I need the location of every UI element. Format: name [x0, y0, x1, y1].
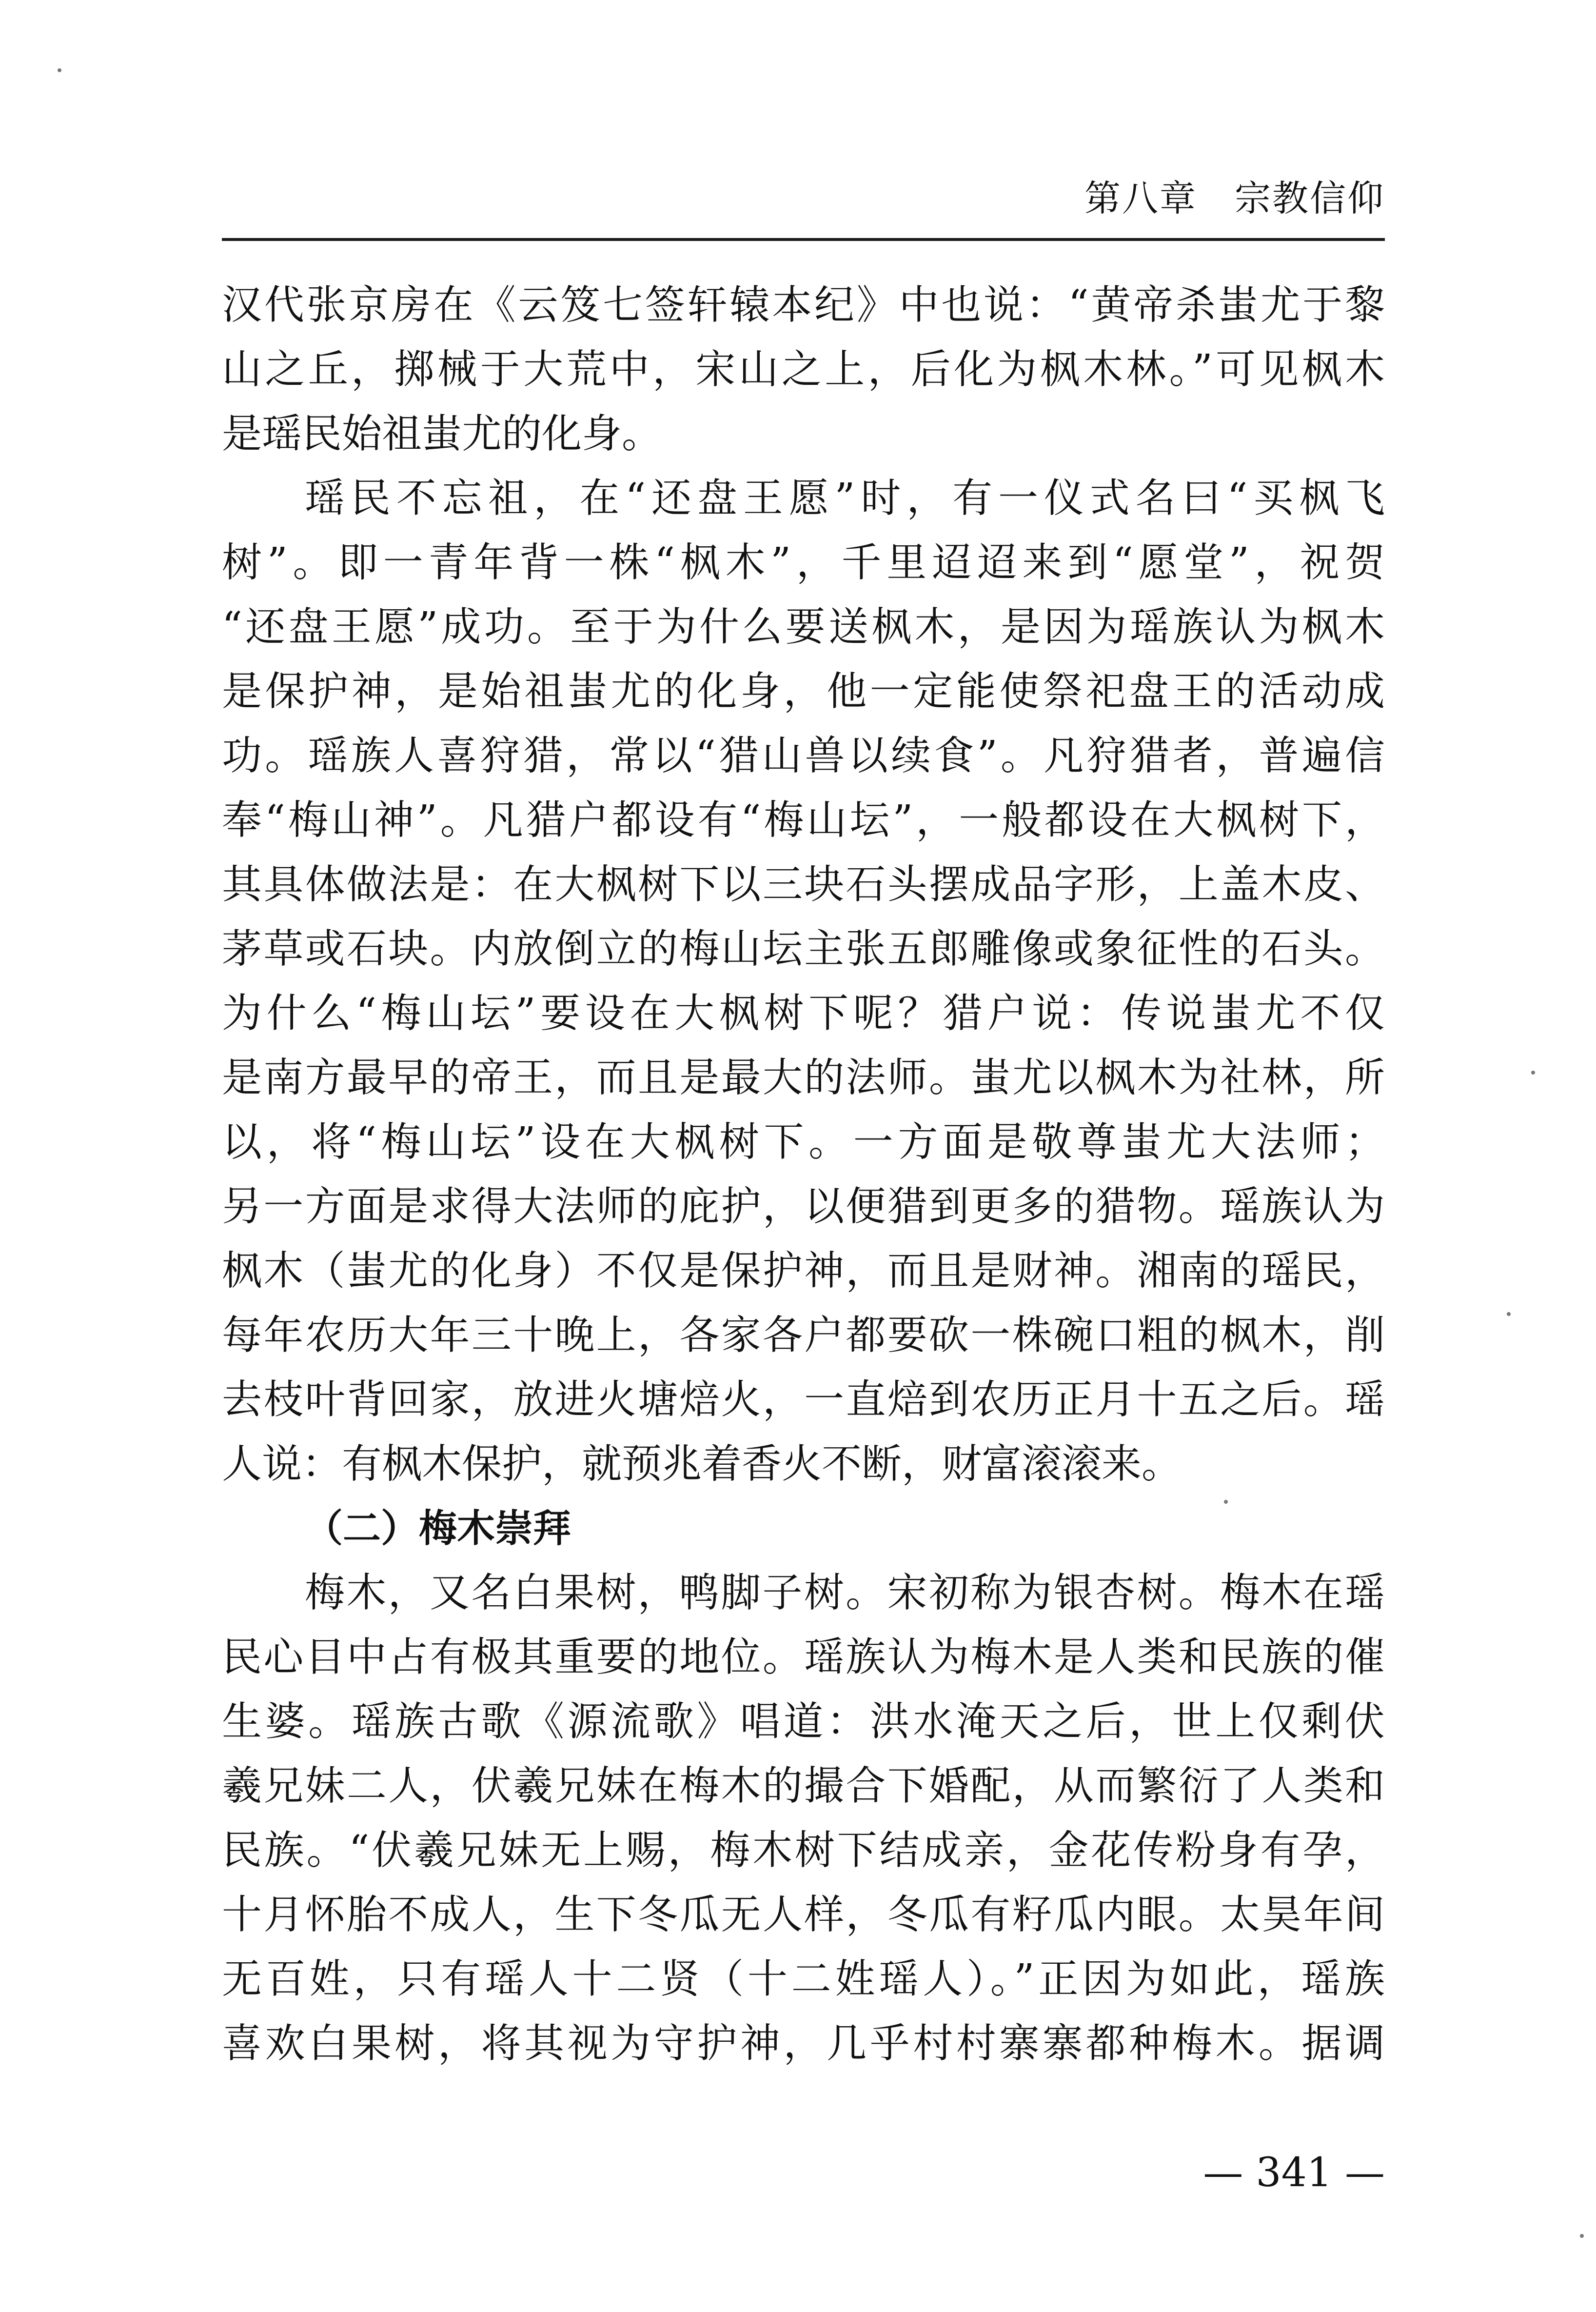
scan-speck: [58, 68, 61, 72]
text-line: “还盘王愿”成功。至于为什么要送枫木，是因为瑶族认为枫木: [222, 604, 1385, 650]
text-line: 山之丘，掷械于大荒中，宋山之上，后化为枫木林。”可见枫木: [222, 346, 1385, 393]
text-line: 无百姓，只有瑶人十二贤（十二姓瑶人）。”正因为如此，瑶族: [222, 1956, 1385, 2002]
text-line: 茅草或石块。内放倒立的梅山坛主张五郎雕像或象征性的石头。: [222, 926, 1385, 972]
text-line: 生婆。瑶族古歌《源流歌》唱道：洪水淹天之后，世上仅剩伏: [222, 1698, 1385, 1745]
text-line: 民心目中占有极其重要的地位。瑶族认为梅木是人类和民族的催: [222, 1634, 1385, 1680]
section-heading: （二）梅木崇拜: [305, 1507, 571, 1551]
text-line: 功。瑶族人喜狩猎，常以“猎山兽以续食”。凡狩猎者，普遍信: [222, 733, 1385, 779]
scan-speck: [1531, 1071, 1535, 1075]
scan-speck: [1580, 2234, 1584, 2238]
header-rule: [222, 238, 1385, 241]
text-line: 人说：有枫木保护，就预兆着香火不断，财富滚滚来。: [222, 1441, 1182, 1487]
text-line: 汉代张京房在《云笈七签轩辕本纪》中也说：“黄帝杀蚩尤于黎: [222, 282, 1385, 328]
text-line: 以，将“梅山坛”设在大枫树下。一方面是敬尊蚩尤大法师；: [222, 1119, 1385, 1165]
text-line: 奉“梅山神”。凡猎户都设有“梅山坛”，一般都设在大枫树下，: [222, 797, 1385, 843]
text-line: 为什么“梅山坛”要设在大枫树下呢？猎户说：传说蚩尤不仅: [222, 990, 1385, 1036]
text-line: 民族。“伏羲兄妹无上赐，梅木树下结成亲，金花传粉身有孕，: [222, 1827, 1385, 1874]
text-line: 羲兄妹二人，伏羲兄妹在梅木的撮合下婚配，从而繁衍了人类和: [222, 1763, 1385, 1809]
paragraph-first-line: 瑶民不忘祖，在“还盘王愿”时，有一仪式名曰“买枫飞: [305, 475, 1385, 521]
running-header: 第八章 宗教信仰: [1084, 178, 1385, 219]
text-line: 是南方最早的帝王，而且是最大的法师。蚩尤以枫木为社林，所: [222, 1055, 1385, 1101]
text-line: 是瑶民始祖蚩尤的化身。: [222, 411, 662, 457]
scan-speck: [1507, 1312, 1511, 1316]
text-line: 其具体做法是：在大枫树下以三块石头摆成品字形，上盖木皮、: [222, 861, 1385, 908]
body-text: [222, 273, 1385, 2076]
scan-speck: [1224, 1500, 1228, 1504]
text-line: 喜欢白果树，将其视为守护神，几乎村村寨寨都种梅木。据调: [222, 2020, 1385, 2067]
text-line: 去枝叶背回家，放进火塘焙火，一直焙到农历正月十五之后。瑶: [222, 1376, 1385, 1423]
text-line: 是保护神，是始祖蚩尤的化身，他一定能使祭祀盘王的活动成: [222, 668, 1385, 715]
text-line: 树”。即一青年背一株“枫木”，千里迢迢来到“愿堂”，祝贺: [222, 539, 1385, 586]
page-number: — 341 —: [1203, 2150, 1385, 2196]
text-line: 枫木（蚩尤的化身）不仅是保护神，而且是财神。湘南的瑶民，: [222, 1248, 1385, 1294]
text-line: 另一方面是求得大法师的庇护，以便猎到更多的猎物。瑶族认为: [222, 1183, 1385, 1230]
text-line: 每年农历大年三十晚上，各家各户都要砍一株碗口粗的枫木，削: [222, 1312, 1385, 1358]
paragraph-first-line: 梅木，又名白果树，鸭脚子树。宋初称为银杏树。梅木在瑶: [305, 1570, 1385, 1616]
text-line: 十月怀胎不成人，生下冬瓜无人样，冬瓜有籽瓜内眼。太昊年间: [222, 1892, 1385, 1938]
